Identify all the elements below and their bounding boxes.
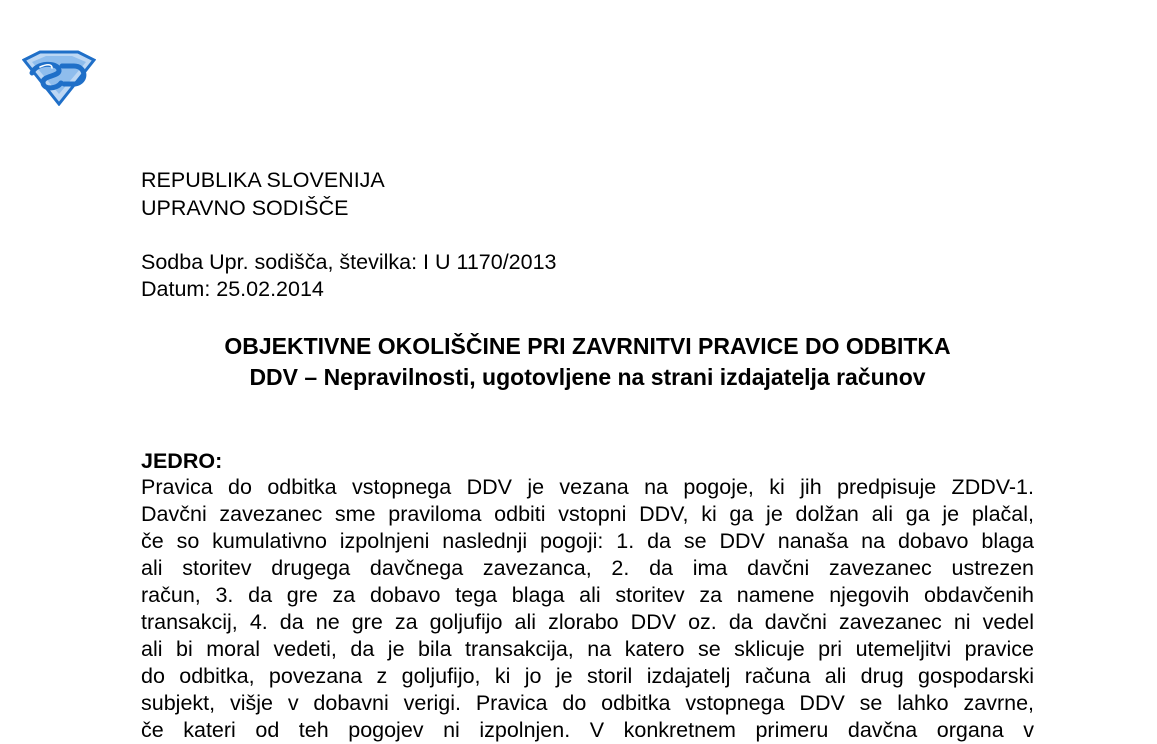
document-title-line-1: OBJEKTIVNE OKOLIŠČINE PRI ZAVRNITVI PRAVICE DO ODBITKA [224, 333, 951, 359]
core-text-line: Davčni zavezanec sme praviloma odbiti vstopni DDV, ki ga je dolžan ali ga je plačal, [141, 502, 1034, 526]
core-heading: JEDRO: [141, 449, 223, 473]
court-country: REPUBLIKA SLOVENIJA [141, 168, 385, 192]
case-date: Datum: 25.02.2014 [141, 277, 324, 301]
core-text-line: ali bi moral vedeti, da je bila transakcija, na katero se sklicuje pri utemeljitvi pravice [141, 637, 1034, 661]
core-text-line: transakcij, 4. da ne gre za goljufijo ali zlorabo DDV oz. da davčni zavezanec ni vedel [141, 610, 1034, 634]
case-reference: Sodba Upr. sodišča, številka: I U 1170/2013 [141, 250, 557, 274]
document-title-line-2: DDV – Nepravilnosti, ugotovljene na strani izdajatelja računov [249, 364, 926, 390]
core-text-line: račun, 3. da gre za dobavo tega blaga ali storitev za namene njegovih obdavčenih [141, 583, 1034, 607]
court-name: UPRAVNO SODIŠČE [141, 196, 349, 220]
core-text-line: ali storitev drugega davčnega zavezanca, 2. da ima davčni zavezanec ustrezen [141, 556, 1034, 580]
core-text-line: če kateri od teh pogojev ni izpolnjen. V konkretnem primeru davčna organa v [141, 718, 1034, 742]
sd-logo-icon [22, 50, 96, 106]
core-text-line: Pravica do odbitka vstopnega DDV je vezana na pogoje, ki jih predpisuje ZDDV-1. [141, 475, 1034, 499]
core-text-line: do odbitka, povezana z goljufijo, ki jo je storil izdajatelj računa ali drug gospodarski [141, 664, 1034, 688]
core-text-line: subjekt, višje v dobavni verigi. Pravica do odbitka vstopnega DDV se lahko zavrne, [141, 691, 1034, 715]
core-text-line: če so kumulativno izpolnjeni naslednji pogoji: 1. da se DDV nanaša na dobavo blaga [141, 529, 1034, 553]
